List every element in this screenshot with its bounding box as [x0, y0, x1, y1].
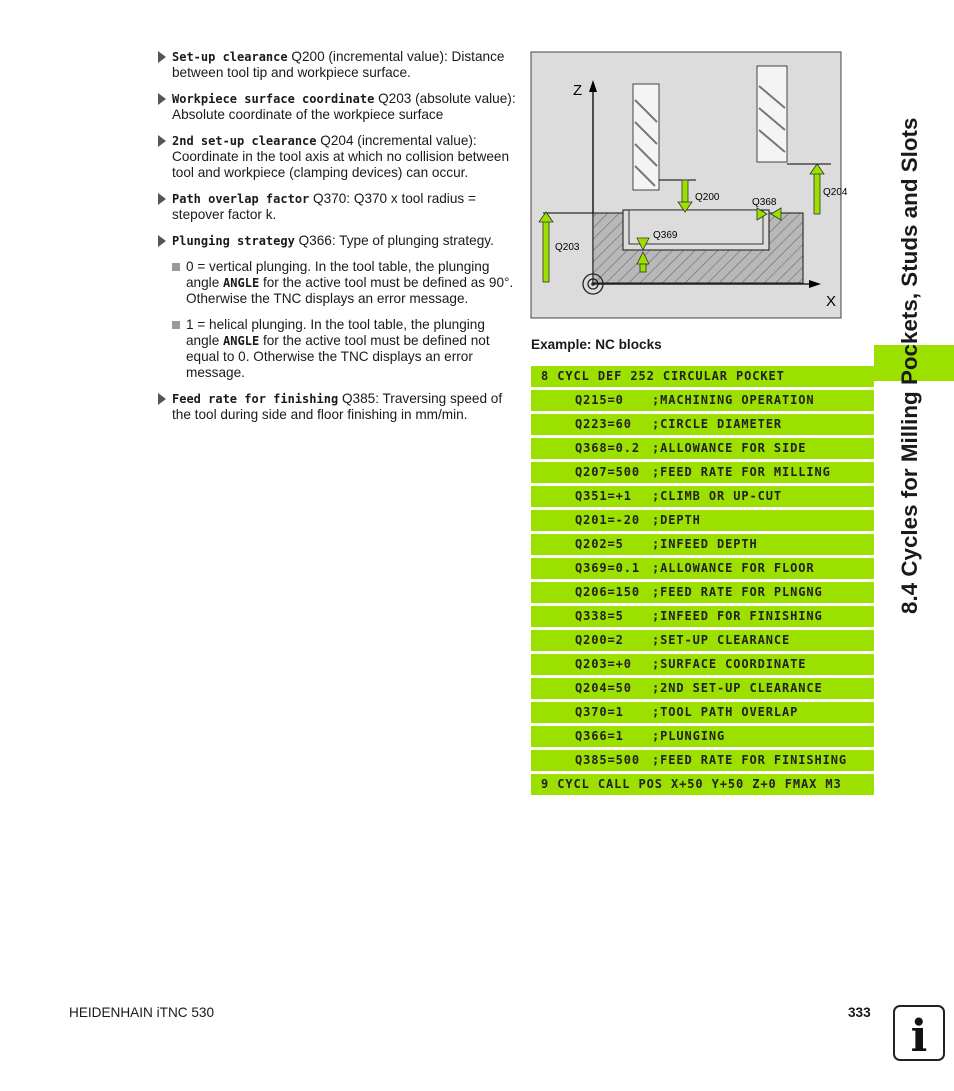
nc-line: 8 CYCL DEF 252 CIRCULAR POCKET [541, 369, 785, 383]
label-q200: Q200 [695, 192, 720, 203]
example-title: Example: NC blocks [531, 337, 662, 352]
nc-block-list [531, 366, 874, 798]
nc-row [531, 726, 874, 747]
param-code: Set-up clearance [172, 50, 288, 64]
nc-comment: ;ALLOWANCE FOR SIDE [652, 441, 807, 455]
option-text: 0 = vertical plunging. In the tool table, the plunging angle [186, 259, 490, 290]
param-text: Q370: Q370 x tool radius = stepover factor k. [172, 191, 476, 222]
nc-line: 9 CYCL CALL POS X+50 Y+50 Z+0 FMAX M3 [541, 777, 842, 791]
param-item [158, 191, 518, 223]
param-text: Q200 (incremental value): Distance between tool tip and workpiece surface. [172, 49, 505, 80]
param-code: Plunging strategy [172, 234, 295, 248]
bullet-triangle-icon [158, 135, 166, 147]
nc-row [531, 606, 874, 627]
nc-comment: ;MACHINING OPERATION [652, 393, 815, 407]
info-letter: i [910, 1011, 928, 1062]
nc-row [531, 438, 874, 459]
param-item [158, 391, 518, 423]
nc-param: Q366=1 [575, 729, 624, 743]
param-item [158, 49, 518, 81]
nc-param: Q223=60 [575, 417, 632, 431]
axis-z-label: Z [573, 82, 583, 99]
tool-right-icon [757, 66, 787, 162]
nc-comment: ;SURFACE COORDINATE [652, 657, 807, 671]
param-code: Feed rate for finishing [172, 392, 339, 406]
param-text: Q203 (absolute value): Absolute coordinate of the workpiece surface [172, 91, 516, 122]
label-q369: Q369 [653, 230, 678, 241]
option-code: ANGLE [223, 334, 260, 348]
chapter-title: 8.4 Cycles for Milling Pockets, Studs and Slots [897, 117, 922, 614]
nc-comment: ;PLUNGING [652, 729, 726, 743]
bullet-triangle-icon [158, 93, 166, 105]
page-number: 333 [848, 1005, 871, 1020]
param-item [158, 133, 518, 181]
nc-row [531, 750, 874, 771]
circular-pocket-figure [531, 52, 848, 318]
bullet-triangle-icon [158, 235, 166, 247]
param-code: Path overlap factor [172, 192, 310, 206]
label-q368: Q368 [752, 197, 777, 208]
nc-param: Q215=0 [575, 393, 624, 407]
nc-comment: ;SET-UP CLEARANCE [652, 633, 791, 647]
option-code: ANGLE [223, 276, 260, 290]
nc-param: Q207=500 [575, 465, 640, 479]
nc-comment: ;INFEED DEPTH [652, 537, 758, 551]
nc-comment: ;FEED RATE FOR MILLING [652, 465, 831, 479]
nc-row [531, 366, 874, 387]
nc-row [531, 534, 874, 555]
nc-param: Q202=5 [575, 537, 624, 551]
manual-name: HEIDENHAIN iTNC 530 [69, 1005, 215, 1020]
nc-param: Q203=+0 [575, 657, 632, 671]
parameter-list [158, 49, 518, 433]
nc-comment: ;DEPTH [652, 513, 701, 527]
nc-comment: ;TOOL PATH OVERLAP [652, 705, 799, 719]
nc-param: Q206=150 [575, 585, 640, 599]
option-text: for the active tool must be defined not equal to 0. Otherwise the TNC displays an error message. [186, 333, 490, 380]
tool-left-icon [633, 84, 659, 190]
bullet-triangle-icon [158, 193, 166, 205]
info-icon [893, 1005, 945, 1061]
param-text: Q366: Type of plunging strategy. [294, 233, 494, 248]
bullet-triangle-icon [158, 51, 166, 63]
nc-param: Q201=-20 [575, 513, 640, 527]
nc-row [531, 678, 874, 699]
bullet-triangle-icon [158, 393, 166, 405]
param-code: Workpiece surface coordinate [172, 92, 375, 106]
nc-comment: ;FEED RATE FOR PLNGNG [652, 585, 823, 599]
nc-param: Q338=5 [575, 609, 624, 623]
bullet-square-icon [172, 263, 180, 271]
nc-param: Q200=2 [575, 633, 624, 647]
nc-row [531, 390, 874, 411]
param-item [158, 233, 518, 249]
nc-row [531, 630, 874, 651]
param-code: 2nd set-up clearance [172, 134, 317, 148]
nc-row [531, 486, 874, 507]
nc-row [531, 582, 874, 603]
nc-comment: ;FEED RATE FOR FINISHING [652, 753, 847, 767]
plunging-option [172, 259, 518, 307]
nc-param: Q368=0.2 [575, 441, 640, 455]
nc-row [531, 510, 874, 531]
param-item [158, 91, 518, 123]
nc-param: Q385=500 [575, 753, 640, 767]
param-text: Q204 (incremental value): Coordinate in the tool axis at which no collision between tool and workpiece (clamping devices) can occur. [172, 133, 510, 180]
nc-param: Q370=1 [575, 705, 624, 719]
nc-comment: ;CIRCLE DIAMETER [652, 417, 782, 431]
axis-x-label: X [826, 293, 837, 310]
nc-row [531, 414, 874, 435]
plunging-option [172, 317, 518, 381]
finished-floor [629, 210, 763, 244]
nc-row [531, 558, 874, 579]
nc-row [531, 774, 874, 795]
option-text: for the active tool must be defined as 90°. Otherwise the TNC displays an error message. [186, 275, 514, 306]
nc-row [531, 654, 874, 675]
label-q203: Q203 [555, 242, 580, 253]
nc-param: Q369=0.1 [575, 561, 640, 575]
nc-param: Q204=50 [575, 681, 632, 695]
nc-row [531, 462, 874, 483]
nc-comment: ;ALLOWANCE FOR FLOOR [652, 561, 815, 575]
label-q204: Q204 [823, 187, 848, 198]
nc-comment: ;2ND SET-UP CLEARANCE [652, 681, 823, 695]
nc-param: Q351=+1 [575, 489, 632, 503]
bullet-square-icon [172, 321, 180, 329]
nc-comment: ;INFEED FOR FINISHING [652, 609, 823, 623]
param-text: Q385: Traversing speed of the tool during side and floor finishing in mm/min. [172, 391, 503, 422]
option-text: 1 = helical plunging. In the tool table, the plunging angle [186, 317, 485, 348]
nc-comment: ;CLIMB OR UP-CUT [652, 489, 782, 503]
nc-row [531, 702, 874, 723]
